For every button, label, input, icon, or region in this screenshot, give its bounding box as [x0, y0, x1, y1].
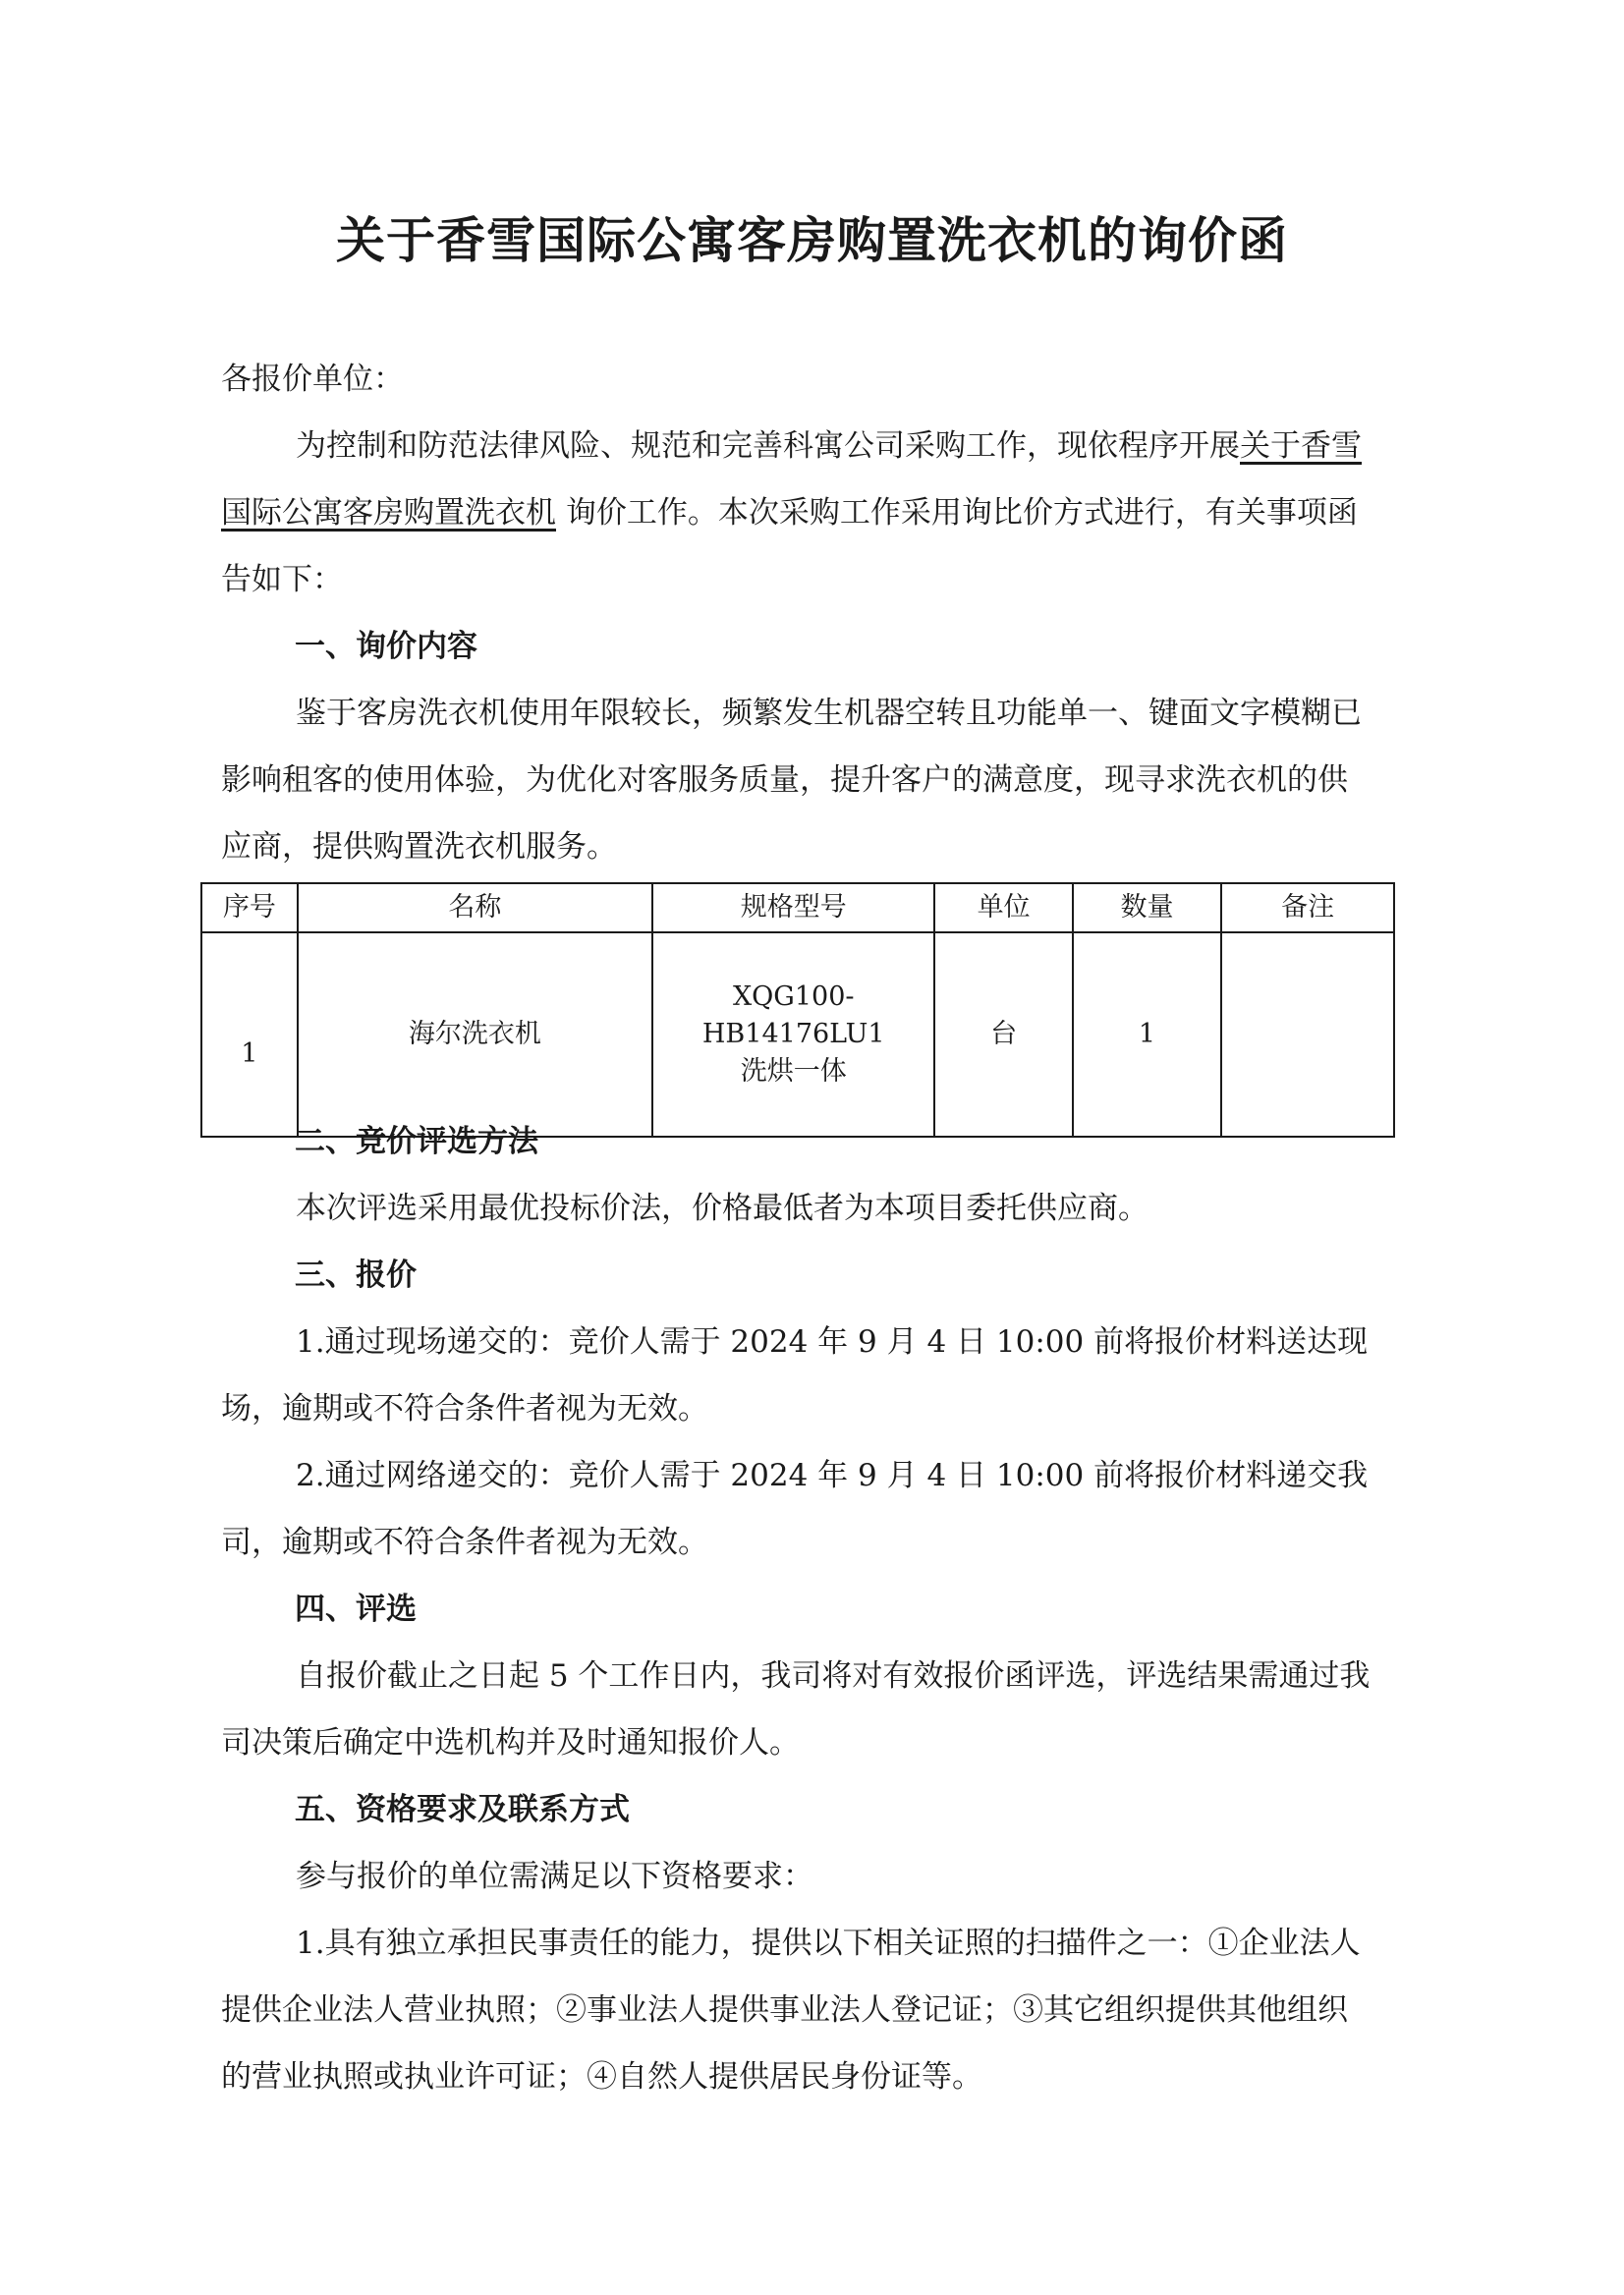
intro-after: 询价工作。本次采购工作采用询比价方式进行，有关事项函告如下： [221, 495, 1358, 597]
section2-heading: 二、竞价评选方法 [295, 1124, 538, 1159]
cell-unit: 台 [934, 932, 1072, 1137]
section3-item1: 1.通过现场递交的：竞价人需于 2024 年 9 月 4 日 10:00 前将报价材料送达现场，逾期或不符合条件者视为无效。 [221, 1324, 1369, 1427]
table-header-cell: 序号 [201, 883, 298, 932]
table-header-cell: 名称 [298, 883, 652, 932]
table-header-row [201, 883, 1394, 932]
salutation: 各报价单位： [221, 362, 404, 397]
section1-heading: 一、询价内容 [295, 629, 477, 664]
section1-text: 鉴于客房洗衣机使用年限较长，频繁发生机器空转且功能单一、键面文字模糊已影响租客的使用体验，为优化对客服务质量，提升客户的满意度，现寻求洗衣机的供应商，提供购置洗衣机服务。 [221, 696, 1362, 865]
cell-model-line1: XQG100-HB14176LU1 [701, 981, 885, 1049]
table-header-cell: 单位 [934, 883, 1072, 932]
document-title: 关于香雪国际公寓客房购置洗衣机的询价函 [336, 212, 1288, 269]
cell-model [652, 932, 934, 1137]
cell-note [1221, 932, 1394, 1137]
section5-item1: 1.具有独立承担民事责任的能力，提供以下相关证照的扫描件之一：①企业法人提供企业法人营业执照；②事业法人提供事业法人登记证；③其它组织提供其他组织的营业执照或执业许可证；④自然人提供居民身份证等。 [221, 1926, 1361, 2095]
section5-heading: 五、资格要求及联系方式 [295, 1792, 630, 1827]
items-table [200, 882, 1395, 1138]
table-header-cell: 数量 [1073, 883, 1222, 932]
section3-item2: 2.通过网络递交的：竞价人需于 2024 年 9 月 4 日 10:00 前将报价材料递交我司，逾期或不符合条件者视为无效。 [221, 1458, 1369, 1560]
cell-model-line2: 洗烘一体 [740, 1056, 847, 1087]
section3-heading: 三、报价 [295, 1258, 417, 1293]
table-row [201, 932, 1394, 1137]
cell-qty: 1 [1073, 932, 1222, 1137]
table-header-cell: 备注 [1221, 883, 1394, 932]
table-header-cell: 规格型号 [652, 883, 934, 932]
section2-text: 本次评选采用最优投标价法，价格最低者为本项目委托供应商。 [296, 1191, 1148, 1226]
intro-before: 为控制和防范法律风险、规范和完善科寓公司采购工作，现依程序开展 [296, 428, 1240, 464]
cell-name: 海尔洗衣机 [298, 932, 652, 1137]
section5-text: 参与报价的单位需满足以下资格要求： [296, 1859, 813, 1894]
cell-no: 1 [201, 932, 298, 1137]
intro-paragraph [221, 413, 1375, 613]
section4-text: 自报价截止之日起 5 个工作日内，我司将对有效报价函评选，评选结果需通过我司决策后确定中选机构并及时通知报价人。 [221, 1658, 1371, 1761]
intro-project-name: 关于香雪国际公寓客房购置洗衣机 [221, 428, 1362, 531]
section4-heading: 四、评选 [295, 1592, 417, 1627]
